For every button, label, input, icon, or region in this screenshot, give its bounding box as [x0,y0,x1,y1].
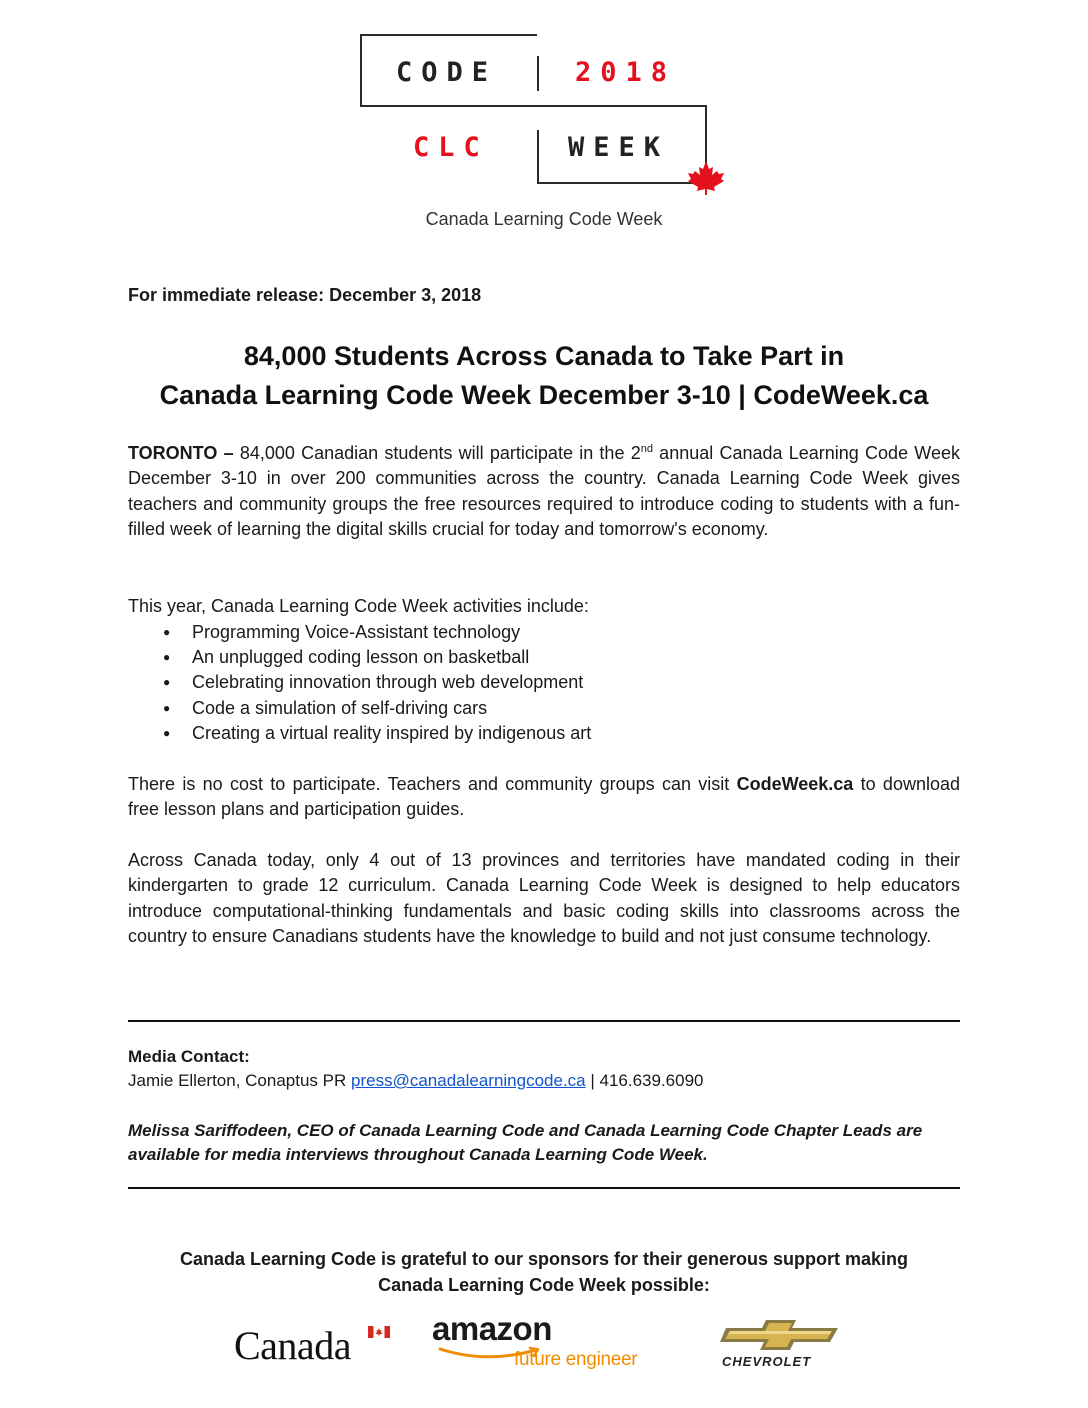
logo-frame-line [537,182,706,184]
across-canada-paragraph: Across Canada today, only 4 out of 13 provinces and territories have mandated coding in their kindergarten to grade 12 curriculum. Canada Learning Code Week is designed to help educators introduce computational-thinking fundamentals and basic coding skills into classrooms across the country to ensure Canadians students have the knowledge to build and not just consume technology. [128,850,960,947]
logo-frame-line [360,105,706,107]
logo-code-text: CODE [396,57,498,88]
logo-year-text: 2018 [575,57,677,88]
logo-frame-line [360,34,537,36]
list-item: ● Celebrating innovation through web development [128,670,591,695]
chevrolet-bowtie-icon [720,1318,840,1352]
chevrolet-logo: CHEVROLET [720,1318,842,1373]
release-date-line: For immediate release: December 3, 2018 [128,285,482,305]
amazon-future-engineer-logo: amazon future engineer [432,1310,638,1370]
dateline: TORONTO – [128,443,234,463]
logo-week-text: WEEK [568,132,670,163]
logo-divider [537,130,539,183]
headline [100,337,988,415]
media-contact-label: Media Contact: [128,1047,250,1066]
activities-list [128,620,591,746]
logo-frame-line [360,34,362,106]
canada-flag-icon [368,1326,390,1338]
list-item: ● An unplugged coding lesson on basketball [128,645,591,670]
codeweek-link: CodeWeek.ca [736,774,854,794]
canada-logo: Canada [234,1320,390,1370]
email-link[interactable]: press@canadalearningcode.ca [351,1071,586,1090]
logo-caption: Canada Learning Code Week [425,209,663,229]
availability-note: Melissa Sariffodeen, CEO of Canada Learning Code and Canada Learning Code Chapter Leads are available for media interviews throughout Canada Learning Code Week. [128,1121,923,1164]
divider [128,1187,960,1189]
cost-paragraph: There is no cost to participate. Teachers and community groups can visit CodeWeek.ca to download free lesson plans and participation guides. [128,774,960,820]
maple-leaf-icon [686,160,726,196]
sponsor-thanks: Canada Learning Code is grateful to our sponsors for their generous support making Canada Learning Code Week possible: [179,1249,909,1295]
intro-paragraph: TORONTO – 84,000 Canadian students will participate in the 2nd annual Canada Learning Code Week December 3-10 in over 200 communities across the country. Canada Learning Code Week gives teachers and community groups the free resources required to introduce coding to students with a fun-filled week of learning the digital skills crucial for today and tomorrow's economy. [128,443,960,540]
headline-line-2: Canada Learning Code Week December 3-10 | CodeWeek.ca [159,380,929,410]
divider [128,1020,960,1022]
headline-line-1: 84,000 Students Across Canada to Take Part in [243,341,845,371]
list-item: ● Code a simulation of self-driving cars [128,696,591,721]
list-item: ● Creating a virtual reality inspired by indigenous art [128,721,591,746]
logo-divider [537,56,539,91]
list-item: ● Programming Voice-Assistant technology [128,620,591,645]
logo-clc-text: CLC [413,132,489,163]
activities-lead: This year, Canada Learning Code Week activities include: [128,596,589,616]
media-contact-line: Jamie Ellerton, Conaptus PR press@canadalearningcode.ca | 416.639.6090 [128,1071,704,1090]
